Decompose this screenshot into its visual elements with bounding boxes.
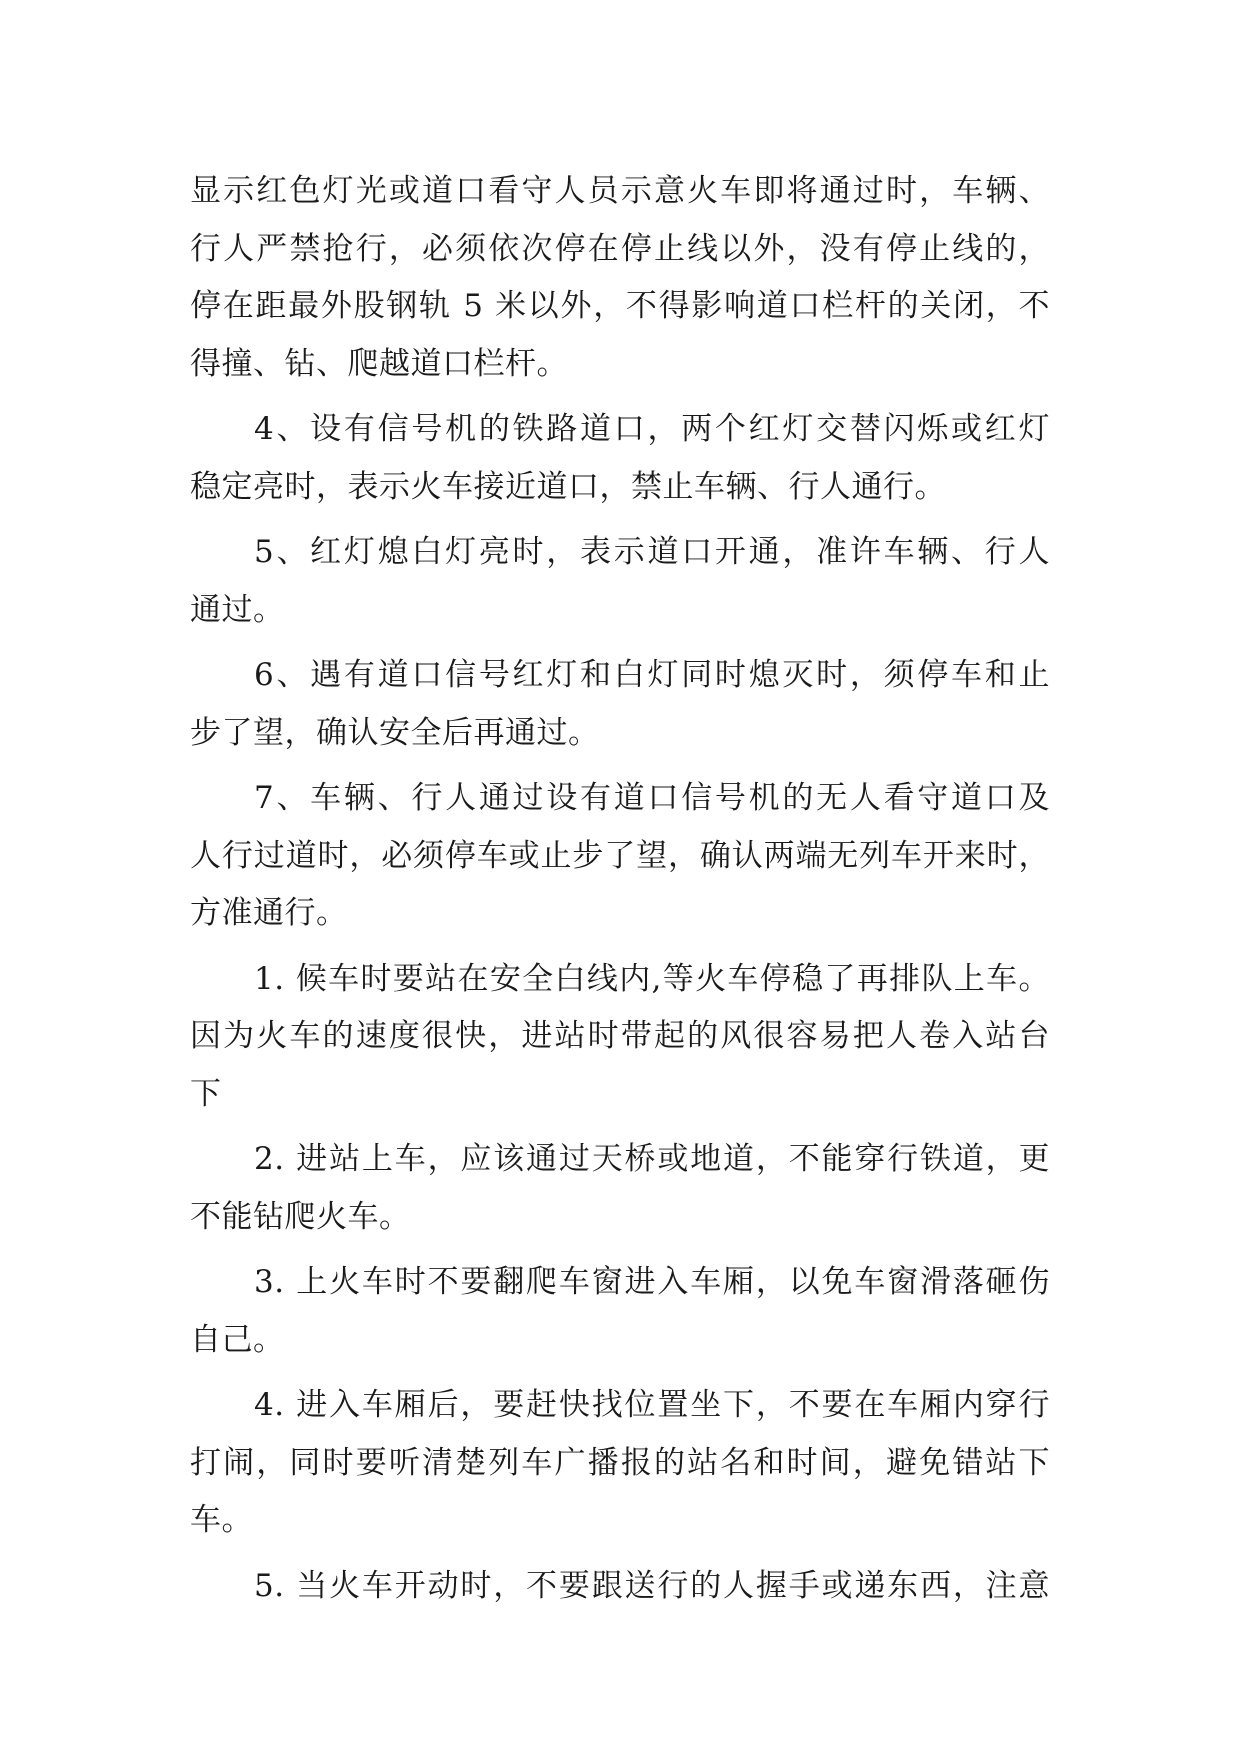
paragraph — [190, 1558, 1050, 1616]
paragraph — [190, 1377, 1050, 1550]
text-line: 2. 进站上车，应该通过天桥或地道，不能穿行铁道，更 — [254, 1141, 1050, 1177]
paragraph — [190, 524, 1050, 639]
text-line: 4. 进入车厢后，要赶快找位置坐下，不要在车厢内穿行 — [254, 1387, 1050, 1423]
paragraph — [190, 647, 1050, 762]
paragraph — [190, 1254, 1050, 1369]
text-line: 方准通行。 — [190, 895, 348, 931]
text-line: 稳定亮时，表示火车接近道口，禁止车辆、行人通行。 — [190, 468, 946, 505]
text-line: 通过。 — [190, 591, 285, 628]
text-line: 5、红灯熄白灯亮时，表示道口开通，准许车辆、行人 — [254, 534, 1050, 570]
text-line: 停在距最外股钢轨 5 米以外，不得影响道口栏杆的关闭，不 — [190, 288, 1050, 324]
paragraph — [190, 163, 1050, 393]
text-line: 显示红色灯光或道口看守人员示意火车即将通过时，车辆、 — [190, 173, 1050, 209]
text-line: 3. 上火车时不要翻爬车窗进入车厢，以免车窗滑落砸伤 — [254, 1264, 1050, 1300]
text-line: 6、遇有道口信号红灯和白灯同时熄灭时，须停车和止 — [254, 657, 1050, 693]
document-body — [190, 163, 1050, 1623]
text-line: 步了望，确认安全后再通过。 — [190, 714, 600, 751]
text-line: 得撞、钻、爬越道口栏杆。 — [190, 345, 568, 382]
text-line: 7、车辆、行人通过设有道口信号机的无人看守道口及 — [254, 780, 1050, 816]
text-line: 人行过道时，必须停车或止步了望，确认两端无列车开来时， — [190, 837, 1050, 874]
text-line: 4、设有信号机的铁路道口，两个红灯交替闪烁或红灯 — [254, 411, 1050, 447]
text-line: 打闹，同时要听清楚列车广播报的站名和时间，避免错站下 — [190, 1444, 1050, 1481]
text-line: 车。 — [190, 1502, 253, 1538]
paragraph — [190, 951, 1050, 1124]
text-line: 因为火车的速度很快，进站时带起的风很容易把人卷入站台 — [190, 1018, 1050, 1054]
text-line: 5. 当火车开动时，不要跟送行的人握手或递东西，注意 — [254, 1567, 1050, 1604]
text-line: 1. 候车时要站在安全白线内,等火车停稳了再排队上车。 — [254, 960, 1050, 997]
text-line: 下 — [190, 1075, 222, 1112]
paragraph — [190, 1131, 1050, 1246]
text-line: 不能钻爬火车。 — [190, 1198, 411, 1235]
paragraph — [190, 401, 1050, 516]
paragraph — [190, 770, 1050, 943]
text-line: 自己。 — [190, 1321, 285, 1358]
text-line: 行人严禁抢行，必须依次停在停止线以外，没有停止线的， — [190, 230, 1050, 267]
